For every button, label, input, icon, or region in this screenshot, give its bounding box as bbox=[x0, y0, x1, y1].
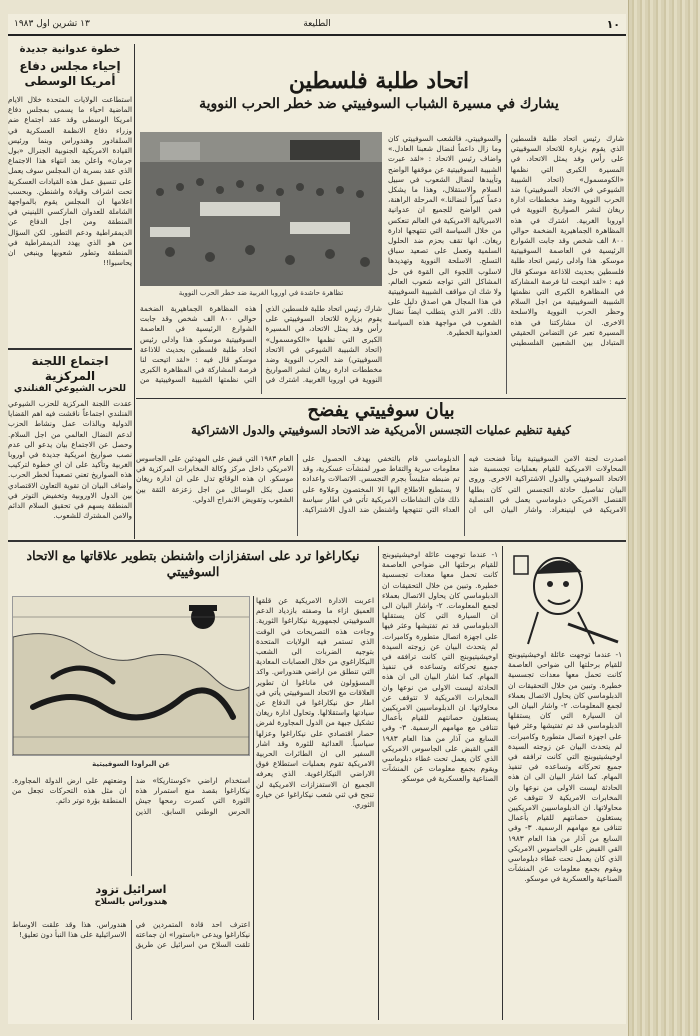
top-story-headline: اتحاد طلبة فلسطين bbox=[288, 68, 470, 94]
israel-body: اعترف احد قادة المتمردين في نيكاراغوا ويدعى «باستورا» ان جماعته تلقت السلاح من اسرائيل عن طريق هندوراس. هذا وقد علقت الاوساط الاسرائيلية على هذا النبأ دون تعليق! bbox=[12, 920, 250, 950]
israel-box-headline bbox=[12, 882, 250, 916]
demonstration-photo bbox=[140, 132, 382, 286]
top-story-subheadline: يشارك في مسيرة الشباب السوفييتي ضد خطر الحرب النووية bbox=[199, 96, 559, 113]
binding-edge bbox=[628, 0, 700, 1036]
cartoon-credit: عن البراودا السوفييتية bbox=[92, 760, 170, 768]
top-story-body-left: شارك رئيس اتحاد طلبة فلسطين الذي يقوم بزيارة للاتحاد السوفييتي على رأس وفد يمثل الاتحاد، في المسيرة الكبرى التي نظمها «الكومسمول» (اتحاد الشبيبة الشيوعي في الاتحاد السوفييتي) ضد الحرب النووية وضد مخططات ادارة ريغان لنشر الصواريخ النووية في اوروبا الغربية. اشترك في هذه المظاهرة الجماهيرية الضخمة حوالي ٨٠٠ الف شخص وقد جابت الشوارع الرئيسية في العاصمة السوفييتية موسكو. هذا وادلى رئيس اتحاد طلبة فلسطين بحديث للاذاعة موسكو قال فيه : «لقد اتيحت لنا فرصة المشاركة في المظاهرة الكبرى التي نظمتها الشبيبة السوفييتية من bbox=[140, 304, 382, 385]
statement-continuation-col1: ١- عندما توجهت عائلة اوخيشيتيوبنج للقيام برحلتها الى ضواحي العاصمة كانت تحمل معها معدات تجسسية خطيرة. وتبين من خلال التحقيقات ان الدبلوماسي كان يحاول الاتصال بعملاء لجمع المعلومات. ٢- واشار البيان الى ان السيارة التي كان يستقلها الدبلوماسي قد تم تفتيشها وعثر فيها على اجهزة اتصال متطورة وكاميرات. لم يتحدث البيان عن زوجته السيدة اوخيشيتيوبنج التي كانت ترافقه في جميع تحركاته وتساعده في تنفيذ المهام. كما اشار البيان الى ان هذه الحادثة ليست الاولى من نوعها وان المخابرات الامريكية لا تتوقف عن محاولاتها. ان الدبلوماسيين الامريكيين يستغلون حصانتهم للقيام بأعمال تتنافى مع مهامهم الرسمية. ٣- وفي السابع من آذار من هذا العام ١٩٨٣ القي القبض على الجاسوس الامريكي الذي كان يعمل تحت غطاء دبلوماسي ويقوم بجمع معلومات عن المنشآت الصناعية والعسكرية في موسكو. bbox=[508, 650, 622, 884]
statement-continuation-col2: ١- عندما توجهت عائلة اوخيشيتيوبنج للقيام برحلتها الى ضواحي العاصمة كانت تحمل معها معدات تجسسية خطيرة. وتبين من خلال التحقيقات ان الدبلوماسي كان يحاول الاتصال بعملاء لجمع المعلومات. ٢- واشار البيان الى ان السيارة التي كان يستقلها الدبلوماسي قد تم تفتيشها وعثر فيها على اجهزة اتصال متطورة وكاميرات. لم يتحدث البيان عن زوجته السيدة اوخيشيتيوبنج التي كانت ترافقه في جميع تحركاته وتساعده في تنفيذ المهام. كما اشار البيان الى ان هذه الحادثة ليست الاولى من نوعها وان المخابرات الامريكية لا تتوقف عن محاولاتها. ان الدبلوماسيين الامريكيين يستغلون حصانتهم للقيام بأعمال تتنافى مع مهامهم الرسمية. ٣- وفي السابع من آذار من هذا العام ١٩٨٣ القي القبض على الجاسوس الامريكي الذي كان يعمل تحت غطاء دبلوماسي ويقوم بجمع معلومات عن المنشآت الصناعية والعسكرية في موسكو. bbox=[382, 550, 498, 784]
top-story-body-right: شارك رئيس اتحاد طلبة فلسطين الذي يقوم بزيارة للاتحاد السوفييتي على رأس وفد يمثل الاتحاد، في المسيرة الكبرى التي نظمها «الكومسمول» (اتحاد الشبيبة الشيوعي في الاتحاد السوفييتي) ضد الحرب النووية وضد مخططات ادارة ريغان لنشر الصواريخ النووية في اوروبا الغربية. اشترك في هذه المظاهرة الجماهيرية الضخمة حوالي ٨٠٠ الف شخص وقد جابت الشوارع الرئيسية في العاصمة السوفييتية موسكو. هذا وادلى رئيس اتحاد طلبة فلسطين بحديث للاذاعة موسكو قال فيه : «لقد اتيحت لنا فرصة المشاركة في المظاهرة الكبرى التي نظمتها الشبيبة السوفييتية من اجل السلام وحظر الحرب النووية والاسلحة الاخرى. ان مشاركتنا في هذه المسيرة تعبر عن التضامن الحقيقي المتبادل بين الشعبين الفلسطيني والسوفييتي، فالشعب السوفييتي كان وما زال داعماً لنضال شعبنا العادل.» واضاف رئيس الاتحاد : «لقد عبرت الشبيبة السوفييتية عن موقفها الواضح وتأييدها لنضال الشعوب في سبيل السلام والاستقلال، وهذا ما يشكل دعماً كبيراً لنضالنا.» المرحلة الراهنة، فمن الواضح للجميع ان عدوانية الامبريالية الامريكية في العالم تنعكس من خلال السياسة التي تنتهجها ادارة ريغان. انها تقف بحزم ضد الحلول السلمية وتعمل على تصعيد سباق التسلح. الاسلحة النووية وتهديدها لاسلوب اللجوء الى القوة في حل المشاكل التي تواجه شعوب العالم. ولا شك ان مواقف الشبيبة السوفييتية في هذا المجال هي اصدق دليل على ذلك. الامر الذي يتطلب ايضاً نضال الشعوب في مواجهة هذه السياسة العدوانية الخطيرة. bbox=[388, 134, 624, 348]
publication-name: الطليعة bbox=[303, 19, 331, 29]
issue-date: ١٣ تشرين اول ١٩٨٣ bbox=[14, 19, 90, 29]
statement-subheadline: كيفية تنظيم عمليات التجسس الأمريكية ضد الاتحاد السوفييتي والدول الاشتراكية bbox=[191, 422, 571, 437]
photo-caption: تظاهرة حاشدة في اوروبا الغربية ضد خطر الحرب النووية bbox=[178, 289, 344, 297]
newspaper-page bbox=[8, 14, 626, 1024]
finland-subheadline: للحزب الشيوعي الفنلندي bbox=[13, 384, 127, 394]
finland-headline: اجتماع اللجنة المركزية bbox=[31, 354, 109, 383]
side-story-kicker: خطوة عدوانية جديدة bbox=[19, 44, 121, 55]
page-header bbox=[8, 14, 626, 36]
statement-body: اصدرت لجنة الامن السوفييتية بياناً فضحت فيه المحاولات الامريكية للقيام بعمليات تجسسية ضد الاتحاد السوفييتي والدول الاشتراكية الاخرى. وروى البيان تفاصيل حادثة التجسس التي كان بطلها القنصل الامريكي دبلوماسي يعمل في القنصلية الامريكية في لينينغراد. واشار البيان الى ان الدبلوماسي قام بالتخفي بهدف الحصول على معلومات سرية والتقاط صور لمنشآت عسكرية، وقد تم ضبطه متلبساً بجرم التجسس. الاتصالات واعداده لا يستطيع الاطلاع اليها الا المختصون وعلاوة على ذلك فان النشاطات الامريكية تأتي في اطار سياسة العداء التي تنتهجها واشنطن ضد الدول الاشتراكية. العام ١٩٨٣ التي قبض على المهدئين على الجاسوس الامريكي داخل مركز وكالة المخابرات المركزية في موسكو. ان هذه الوقائع تدل على ان ادارة ريغان تعمل بكل الوسائل من اجل زعزعة الثقة بين الشعوب وتقويض الانفراج الدولي. bbox=[136, 454, 626, 515]
nicaragua-cartoon bbox=[12, 596, 250, 756]
side-story-body: استطاعت الولايات المتحدة خلال الايام الماضية احياء ما يسمى بمجلس دفاع امريكا الوسطى وقد عقد اجتماع ضم وزراء دفاع الانظمة العسكرية في السلفادور وهندوراس وبنما ورئيس القيادة الامريكية الجنوبية الجنرال «بول جرمان» واعلن بعد انتهاء هذا الاجتماع الذي عقد بسرية ان المجلس سوف يعمل على تنسيق عمل هذه القيادات العسكرية تحت اشراف وقيادة واشنطن. وبحسب اعلامها ان المجلس يقوم بالمواجهة الشاملة للعدوان الماركسي اللينيني في المنطقة ومن اجل الدفاع عن الديمقراطية ودعم التطور. لكن السؤال من هو الذي يهدد الديمقراطية في المنطقة وتطور شعوبها وينبغي ان يحاسبوا!! bbox=[8, 95, 132, 268]
caricature-drawing bbox=[508, 546, 622, 646]
nicaragua-headline-block bbox=[12, 548, 374, 588]
side-story-central-america bbox=[8, 44, 132, 344]
statement-headline: بيان سوفييتي يفضح bbox=[307, 402, 455, 421]
finland-body: عقدت اللجنة المركزية للحزب الشيوعي الفنلندي اجتماعاً ناقشت فيه اهم القضايا الدولية وبالذات عمل ونشاط الحزب لدعم النضال العالمي من اجل السلام. وحصل عن الاجتماع بيان يدعو الى عدم نصب صواريخ امريكية جديدة في اوروبا الغربية وتأكيد على ان اي خطوة لتركيب هذه الصواريخ تعني تصعيداً لخطر الحرب. واضاف البيان ان تقوية التعاون الاقتصادي بين الدول الاوروبية وتخفيض التوتر في المنطقة يسهم في تحقيق السلام الدائم والامن المشترك للشعوب. bbox=[8, 399, 132, 521]
nicaragua-body-col1: اعربت الادارة الامريكية عن قلقها العميق ازاء ما وصفته بازدياد الدعم السوفييتي لجمهورية نيكاراغوا الثورية. وجاءت هذه التصريحات في الوقت الذي تستمر فيه الولايات المتحدة بتوجيه الضربات الى الشعب النيكاراغوي من خلال العصابات المعادية التي تنطلق من اراضي هندوراس. واكد المسؤولون في ماناغوا ان تطوير العلاقات مع الاتحاد السوفييتي يأتي في اطار حق نيكاراغوا في الدفاع عن سيادتها واستقلالها. وتحاول ادارة ريغان تشكيل جبهة من الدول المجاورة لفرض حصار اقتصادي على نيكاراغوا وعزلها سياسياً. العدائية للثورة وقد اشار السفير الى ان الطائرات الحربية الامريكية تقوم بعمليات استطلاع فوق الاراضي النيكاراغوية. الذي يعرفه الجميع ان الاستفزازات الامريكية لن تنجح في ثني شعب نيكاراغوا عن خياره الثوري. bbox=[256, 596, 374, 810]
israel-subheadline: هندوراس بالسلاح bbox=[94, 897, 168, 907]
nicaragua-headline: نيكاراغوا ترد على استفزازات واشنطن بتطوير علاقاتها مع الاتحاد السوفييتي bbox=[26, 548, 360, 579]
page-number: ١٠ bbox=[606, 18, 620, 31]
side-story-headline: إحياء مجلس دفاع أمريكا الوسطى bbox=[19, 59, 121, 88]
side-story-finland bbox=[8, 354, 132, 539]
statement-headline-block bbox=[136, 402, 626, 450]
israel-headline: اسرائيل تزود bbox=[95, 883, 167, 896]
nicaragua-body-col2: استخدام اراضي «كوستاريكا» ضد نيكاراغوا بقصد منع استمرار هذه الثورة التي كسرت رمحها جيش الحرس الوطني السابق. الذين وضعتهم على ارض الدولة المجاورة. ان مثل هذه التحركات تجعل من المنطقة بؤرة توتر دائم. bbox=[12, 776, 250, 816]
top-story-headline-block bbox=[136, 70, 622, 112]
